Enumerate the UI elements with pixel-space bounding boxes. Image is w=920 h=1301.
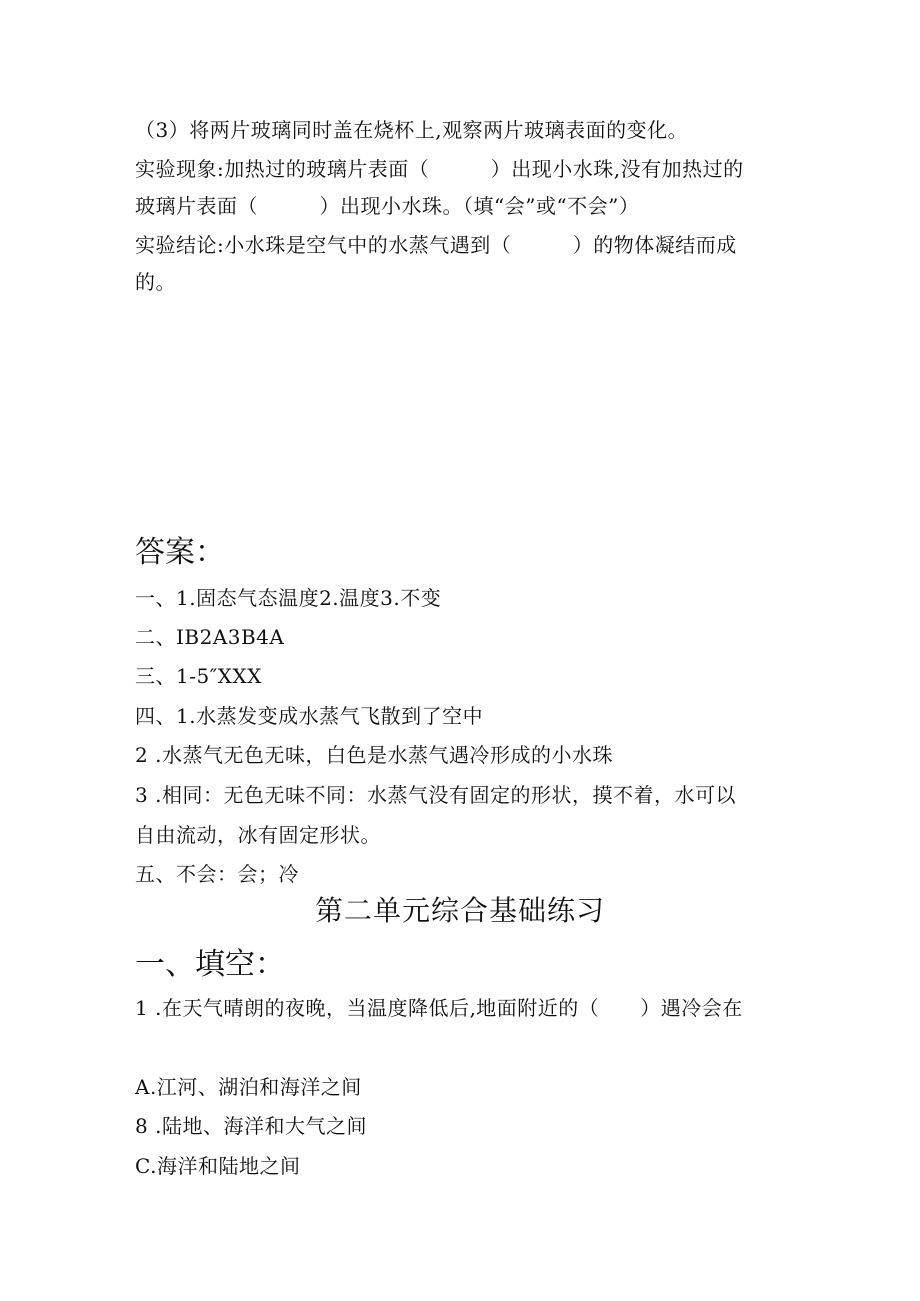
answer-line: 一、1.固态气态温度2.温度3.不变 bbox=[135, 586, 442, 610]
option-b: 8 .陆地、海洋和大气之间 bbox=[135, 1114, 367, 1138]
answer-line: 三、1-5″XXX bbox=[135, 664, 262, 688]
answer-line: 自由流动，冰有固定形状。 bbox=[135, 823, 381, 847]
section-heading: 一、填空： bbox=[135, 947, 285, 982]
option-a: A.江河、湖泊和海洋之间 bbox=[135, 1075, 362, 1099]
answers-heading: 答案： bbox=[135, 535, 225, 570]
experiment-conclusion-line2: 的。 bbox=[135, 270, 176, 294]
experiment-step3: （3）将两片玻璃同时盖在烧杯上,观察两片玻璃表面的变化。 bbox=[135, 118, 689, 142]
answer-line: 2 .水蒸气无色无味，白色是水蒸气遇冷形成的小水珠 bbox=[135, 743, 613, 767]
option-c: C.海洋和陆地之间 bbox=[135, 1154, 301, 1178]
answer-line: 四、1.水蒸发变成水蒸气飞散到了空中 bbox=[135, 704, 484, 728]
answer-line: 3 .相同：无色无味不同：水蒸气没有固定的形状，摸不着，水可以 bbox=[135, 783, 736, 807]
answer-line: 二、IB2A3B4A bbox=[135, 625, 285, 649]
answer-line: 五、不会：会；冷 bbox=[135, 862, 299, 886]
experiment-phenomenon-line1: 实验现象:加热过的玻璃片表面（ ）出现小水珠,没有加热过的 bbox=[135, 157, 744, 181]
experiment-conclusion-line1: 实验结论:小水珠是空气中的水蒸气遇到（ ）的物体凝结而成 bbox=[135, 233, 737, 257]
unit2-title: 第二单元综合基础练习 bbox=[314, 894, 605, 927]
experiment-phenomenon-line2: 玻璃片表面（ ）出现小水珠。（填“会”或“不会”） bbox=[135, 194, 640, 218]
question-1: 1 .在天气晴朗的夜晚，当温度降低后,地面附近的（ ）遇冷会在 bbox=[135, 996, 743, 1020]
